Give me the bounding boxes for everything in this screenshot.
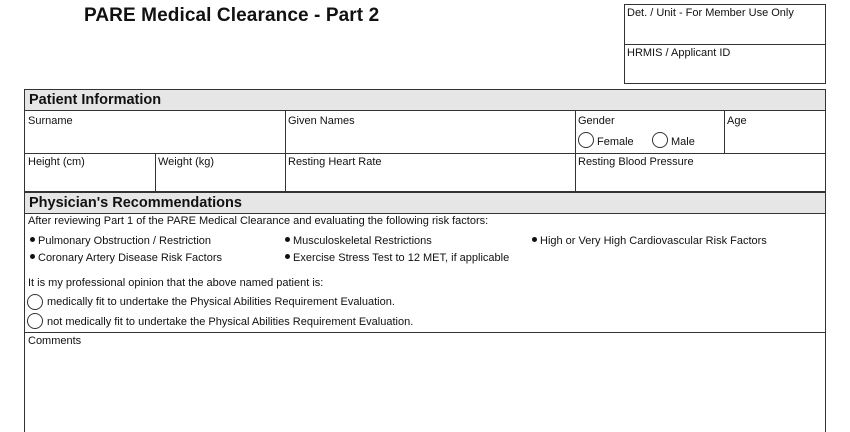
surname-label: Surname [28,115,73,127]
det-unit-box[interactable] [624,4,826,45]
risk-factor-musculoskeletal: Musculoskeletal Restrictions [285,235,432,247]
recommendations-intro: After reviewing Part 1 of the PARE Medical Clearance and evaluating the following risk factors: [28,215,489,227]
male-label: Male [671,136,695,148]
height-label: Height (cm) [28,156,85,168]
patient-info-grid [24,110,826,192]
surname-field[interactable] [25,111,285,153]
age-field[interactable] [725,111,825,153]
recommendations-body [24,213,826,333]
resting-bp-label: Resting Blood Pressure [578,156,694,168]
female-label: Female [597,136,634,148]
det-unit-label: Det. / Unit - For Member Use Only [627,7,794,19]
hrmis-label: HRMIS / Applicant ID [627,47,731,59]
not-fit-option-label: not medically fit to undertake the Physical Abilities Requirement Evaluation. [47,316,414,328]
height-field[interactable] [25,154,155,191]
given-names-field[interactable] [286,111,575,153]
patient-info-heading: Patient Information [24,89,826,111]
weight-label: Weight (kg) [158,156,215,168]
resting-hr-label: Resting Heart Rate [288,156,382,168]
recommendations-heading: Physician's Recommendations [24,192,826,214]
fit-option-label: medically fit to undertake the Physical Abilities Requirement Evaluation. [47,296,395,308]
male-radio[interactable] [652,132,668,148]
comments-label: Comments [28,335,82,347]
gender-field [576,111,724,153]
risk-factor-cardiovascular: High or Very High Cardiovascular Risk Factors [532,235,767,247]
age-label: Age [727,115,747,127]
risk-factor-coronary: Coronary Artery Disease Risk Factors [30,252,222,264]
given-names-label: Given Names [288,115,355,127]
weight-field[interactable] [156,154,285,191]
risk-factor-pulmonary: Pulmonary Obstruction / Restriction [30,235,211,247]
female-radio[interactable] [578,132,594,148]
risk-factor-stress-test: Exercise Stress Test to 12 MET, if applicable [285,252,509,264]
not-fit-radio[interactable] [27,313,43,329]
form-title: PARE Medical Clearance - Part 2 [84,5,380,26]
fit-radio[interactable] [27,294,43,310]
hrmis-box[interactable] [624,44,826,84]
opinion-text: It is my professional opinion that the above named patient is: [28,277,324,289]
resting-hr-field[interactable] [286,154,575,191]
resting-bp-field[interactable] [576,154,825,191]
gender-label: Gender [578,115,615,127]
comments-field[interactable] [24,332,826,432]
